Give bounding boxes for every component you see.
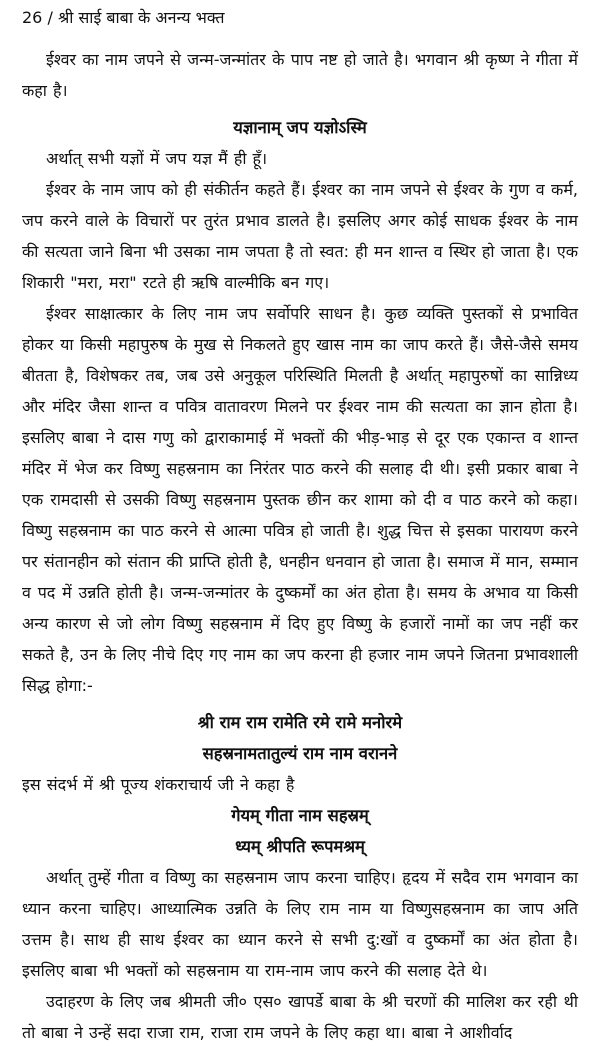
paragraph-6: अर्थात् तुम्हें गीता व विष्णु का सहस्रनाम जाप करना चाहिए। हृदय में सदैव राम भगवान का ध्यान करना चाहिए। आध्यात्मिक उन्नति के लिए राम नाम या विष्णुसहस्रनाम का जाप अति उत्तम है। साथ ही साथ ईश्वर का ध्यान करने से सभी दु:खों व दुष्कर्मों का अंत होता है। इसलिए बाबा भी भक्तों को सहस्रनाम या राम-नाम जाप करने की सलाह देते थे। [22,868,578,980]
verse-ram-line-1: श्री राम राम रामेति रमे रामे मनोरमे [197,713,403,732]
paragraph-7: उदाहरण के लिए जब श्रीमती जी० एस० खापर्डे बाबा के श्री चरणों की मालिश कर रही थी तो बाबा ने उन्हें सदा राजा राम, राजा राम जपने के लिए कहा था। बाबा ने आशीर्वाद [22,992,578,1042]
page-number: 26 [22,8,43,27]
page-header [22,4,578,32]
verse-geyam-line-2: ध्यम् श्रीपति रूपमश्रम् [235,837,365,856]
paragraph-3: ईश्वर के नाम जाप को ही संकीर्तन कहते हैं। ईश्वर का नाम जपने से ईश्वर के गुण व कर्म, जप करने वाले के विचारों पर तुरंत प्रभाव डालते है। इसलिए अगर कोई साधक ईश्वर के नाम की सत्यता जाने बिना भी उसका नाम जपता है तो स्वत: ही मन शान्त व स्थिर हो जाता है। एक शिकारी "मरा, मरा" रटते ही ऋषि वाल्मीकि बन गए। [22,180,578,292]
paragraph-2: अर्थात् सभी यज्ञों में जप यज्ञ मैं ही हूँ। [46,149,268,168]
paragraph-4: ईश्वर साक्षात्कार के लिए नाम जप सर्वोपरि साधन है। कुछ व्यक्ति पुस्तकों से प्रभावित होकर या किसी महापुरुष के मुख से निकलते हुए खास नाम का जाप करते हैं। जैसे-जैसे समय बीतता है, विशेषकर तब, जब उसे अनुकूल परिस्थिति मिलती है अर्थात् महापुरुषों का सान्निध्य और मंदिर जैसा शान्त व पवित्र वातावरण मिलने पर ईश्वर नाम की सत्यता का ज्ञान होता है। इसलिए बाबा ने दास गणु को द्वाराकामाई में भक्तों की भीड़-भाड़ से दूर एक एकान्त व शान्त मंदिर में भेज कर विष्णु सहस्रनाम का निरंतर पाठ करने की सलाह दी थी। इसी प्रकार बाबा ने एक रामदासी से उसकी विष्णु सहस्रनाम पुस्तक छीन कर शामा को दी व पाठ करने को कहा। विष्णु सहस्रनाम का पाठ करने से आत्मा पवित्र हो जाती है। शुद्ध चित्त से इसका पारायण करने पर संतानहीन को संतान की प्राप्ति होती है, धनहीन धनवान हो जाता है। समाज में मान, सम्मान व पद में उन्नति होती है। जन्म-जन्मांतर के दुष्कर्मों का अंत होता है। समय के अभाव या किसी अन्य कारण से जो लोग विष्णु सहस्रनाम में दिए हुए विष्णु के हजारों नामों का जप नहीं कर सकते है, उन के लिए नीचे दिए गए नाम का जप करना ही हजार नाम जपने जितना प्रभावशाली सिद्ध होगा:- [22,304,578,695]
verse-yajnanam: यज्ञानाम् जप यज्ञोऽस्मि [233,118,367,137]
verse-geyam-line-1: गेयम् गीता नाम सहस्रम् [231,806,369,825]
paragraph-1: ईश्वर का नाम जपने से जन्म-जन्मांतर के पाप नष्ट हो जाते है। भगवान श्री कृष्ण ने गीता में कहा है। [22,50,578,100]
verse-ram-line-2: सहस्रनामतातुल्यं राम नाम वरानने [202,744,398,763]
header-separator: / [47,8,53,27]
book-title: श्री साई बाबा के अनन्य भक्त [57,8,225,27]
paragraph-5: इस संदर्भ में श्री पूज्य शंकराचार्य जी ने कहा है [22,775,295,794]
